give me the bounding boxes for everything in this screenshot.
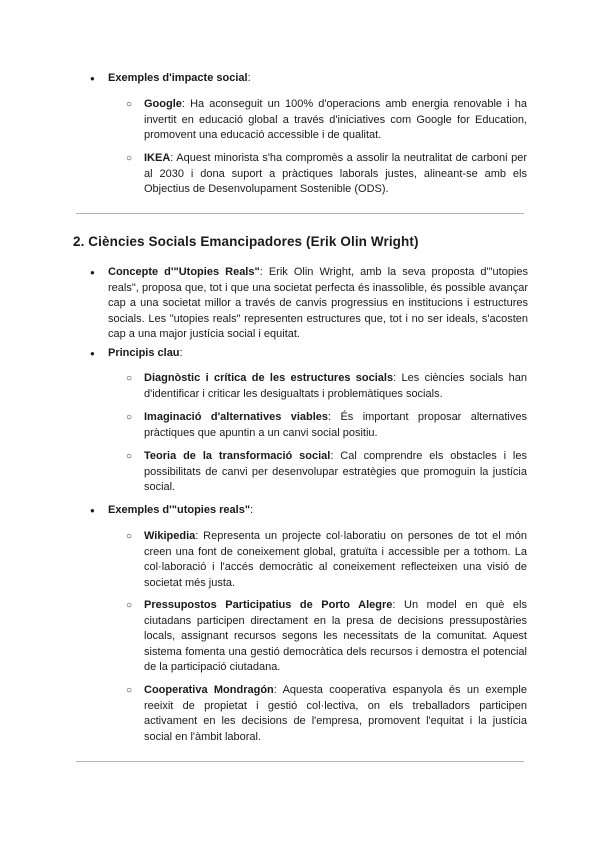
circle-bullet-icon: ○	[126, 531, 133, 542]
impact-examples-heading: Exemples d'impacte social	[108, 72, 248, 84]
bullet-icon: ●	[90, 506, 95, 515]
list-item-impact-examples: ● Exemples d'impacte social:	[108, 71, 528, 87]
item-title: Imaginació d'alternatives viables	[144, 411, 329, 423]
horizontal-divider	[76, 761, 524, 762]
item-title: Cooperativa Mondragón	[144, 684, 274, 696]
list-item-real-utopias-examples: ● Exemples d'"utopies reals":	[108, 503, 528, 519]
circle-bullet-icon: ○	[126, 412, 133, 423]
item-text: És important proposar alternatives pràctiques que apuntin a un canvi social positiu.	[144, 411, 527, 439]
list-item-principle-3: ○ Teoria de la transformació social: Cal comprendre els obstacles i les possibilitats de canvi per desenvolupar estratègies que promoguin la justícia social.	[126, 450, 527, 493]
item-title: Teoria de la transformació social	[144, 450, 331, 462]
circle-bullet-icon: ○	[126, 451, 133, 462]
circle-bullet-icon: ○	[126, 153, 133, 164]
principles-heading: Principis clau	[108, 347, 180, 359]
circle-bullet-icon: ○	[126, 373, 133, 384]
item-title: Diagnòstic i crítica de les estructures socials	[144, 372, 394, 384]
item-text: Un model en què els ciutadans participen directament en la presa de decisions pressupostàries locals, assignant recursos segons les necessitats de la comunitat. Aquest sistema fomenta una gestió democràtica dels recursos i demostra el potencial de la participació ciutadana.	[144, 599, 527, 673]
circle-bullet-icon: ○	[126, 99, 133, 110]
item-text: Aquest minorista s'ha compromès a assolir la neutralitat de carboni per al 2030 i dona suport a pràctiques laborals justes, alineant-se amb els Objectius de Desenvolupament Sostenible (ODS).	[144, 152, 527, 195]
item-text: Ha aconseguit un 100% d'operacions amb energia renovable i ha invertit en educació global a través d'iniciatives com Google for Education, promovent una educació accessible i de qualitat.	[144, 98, 527, 141]
section-heading: 2. Ciències Socials Emancipadores (Erik Olin Wright)	[73, 234, 419, 249]
bullet-icon: ●	[90, 268, 95, 277]
item-title: Pressupostos Participatius de Porto Alegre	[144, 599, 393, 611]
list-item-principles: ● Principis clau:	[108, 346, 528, 362]
item-title: Google	[144, 98, 182, 110]
list-item-porto-alegre: ○ Pressupostos Participatius de Porto Alegre: Un model en què els ciutadans participen directament en la presa de decisions pressupostàries locals, assignant recursos segons les necessitats de la comunitat. Aquest sistema fomenta una gestió democràtica dels recursos i demostra el potencial de la participació ciutadana.	[126, 599, 527, 673]
item-text: Aquesta cooperativa espanyola és un exemple reeixit de propietat i gestió col·lectiva, on els treballadors participen activament en les decisions de l'empresa, promovent l'equitat i la justícia social en l'àmbit laboral.	[144, 684, 527, 743]
circle-bullet-icon: ○	[126, 600, 133, 611]
circle-bullet-icon: ○	[126, 685, 133, 696]
list-item-google: ○ Google: Ha aconseguit un 100% d'operacions amb energia renovable i ha invertit en educació global a través d'iniciatives com Google for Education, promovent una educació accessible i de qualitat.	[126, 98, 527, 141]
list-item-principle-2: ○ Imaginació d'alternatives viables: És important proposar alternatives pràctiques que apuntin a un canvi social positiu.	[126, 411, 527, 439]
item-title: IKEA	[144, 152, 171, 164]
item-text: Representa un projecte col·laboratiu on persones de tot el món creen una font de coneixement global, gratuïta i accessible per a tothom. La col·laboració i l'accés democràtic al coneixement reflecteixen una visió de societat més justa.	[144, 530, 527, 589]
bullet-icon: ●	[90, 349, 95, 358]
examples-heading: Exemples d'"utopies reals"	[108, 504, 251, 516]
list-item-concept: ● Concepte d'"Utopies Reals": Erik Olin Wright, amb la seva proposta d'"utopies reals", proposa que, tot i que una societat perfecta és inassolible, és possible avançar cap a una societat millor a través de canvis progressius en institucions i estructures socials. Les "utopies reals" representen estructures que, tot i no ser ideals, s'acosten cap a una major justícia social i equitat.	[90, 266, 528, 340]
list-item-mondragon: ○ Cooperativa Mondragón: Aquesta cooperativa espanyola és un exemple reeixit de propietat i gestió col·lectiva, on els treballadors participen activament en les decisions de l'empresa, promovent l'equitat i la justícia social en l'àmbit laboral.	[126, 684, 527, 743]
item-title: Concepte d'"Utopies Reals"	[108, 266, 260, 278]
item-text: Erik Olin Wright, amb la seva proposta d'"utopies reals", proposa que, tot i que una societat perfecta és inassolible, és possible avançar cap a una societat millor a través de canvis progressius en institucions i estructures socials. Les "utopies reals" representen estructures que, tot i no ser ideals, s'acosten cap a una major justícia social i equitat.	[108, 266, 528, 340]
item-text: Cal comprendre els obstacles i les possibilitats de canvi per desenvolupar estratègies que promoguin la justícia social.	[144, 450, 527, 493]
list-item-principle-1: ○ Diagnòstic i crítica de les estructures socials: Les ciències socials han d'identificar i criticar les desigualtats i problemàtiques socials.	[126, 372, 527, 400]
item-title: Wikipedia	[144, 530, 196, 542]
item-text: Les ciències socials han d'identificar i criticar les desigualtats i problemàtiques socials.	[144, 372, 527, 400]
list-item-ikea: ○ IKEA: Aquest minorista s'ha compromès a assolir la neutralitat de carboni per al 2030 i dona suport a pràctiques laborals justes, alineant-se amb els Objectius de Desenvolupament Sostenible (ODS).	[126, 152, 527, 195]
list-item-wikipedia: ○ Wikipedia: Representa un projecte col·laboratiu on persones de tot el món creen una font de coneixement global, gratuïta i accessible per a tothom. La col·laboració i l'accés democràtic al coneixement reflecteixen una visió de societat més justa.	[126, 530, 527, 589]
horizontal-divider	[76, 213, 524, 214]
bullet-icon: ●	[90, 74, 95, 83]
